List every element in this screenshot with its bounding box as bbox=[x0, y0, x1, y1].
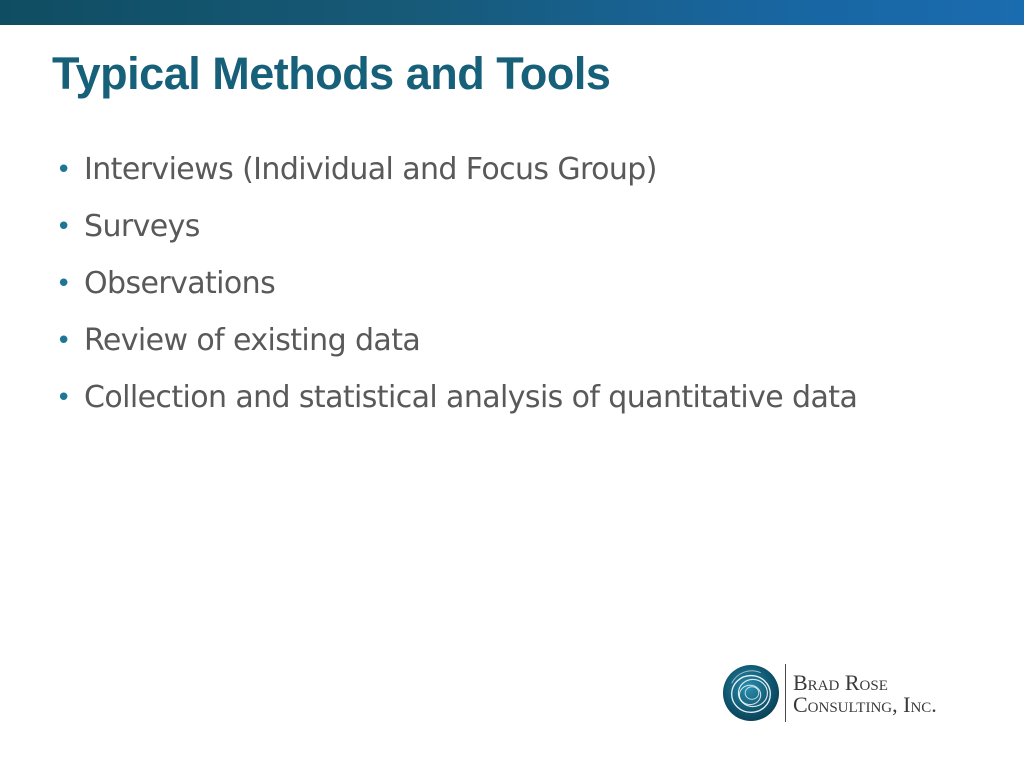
bullet-item-interviews bbox=[56, 148, 857, 205]
concentric-circles-logo-icon bbox=[722, 664, 780, 722]
bullet-dot-icon: • bbox=[56, 212, 72, 242]
bullet-text: Review of existing data bbox=[84, 323, 421, 358]
bullet-list bbox=[56, 148, 857, 433]
bullet-item-quantitative bbox=[56, 376, 857, 433]
company-logo bbox=[722, 662, 972, 726]
bullet-text: Observations bbox=[84, 266, 276, 301]
logo-line-1: Brad Rose bbox=[793, 670, 888, 695]
top-accent-bar bbox=[0, 0, 1024, 25]
slide-title: Typical Methods and Tools bbox=[52, 48, 611, 99]
bullet-item-surveys bbox=[56, 205, 857, 262]
bullet-item-observations bbox=[56, 262, 857, 319]
bullet-dot-icon: • bbox=[56, 155, 72, 185]
bullet-dot-icon: • bbox=[56, 383, 72, 413]
bullet-dot-icon: • bbox=[56, 269, 72, 299]
logo-wordmark bbox=[793, 672, 937, 716]
logo-line-2: Consulting, Inc. bbox=[793, 692, 937, 717]
bullet-text: Surveys bbox=[84, 209, 200, 244]
bullet-text: Collection and statistical analysis of quantitative data bbox=[84, 380, 858, 415]
bullet-item-review-data bbox=[56, 319, 857, 376]
logo-divider bbox=[785, 664, 786, 722]
bullet-dot-icon: • bbox=[56, 326, 72, 356]
bullet-text: Interviews (Individual and Focus Group) bbox=[84, 152, 657, 187]
